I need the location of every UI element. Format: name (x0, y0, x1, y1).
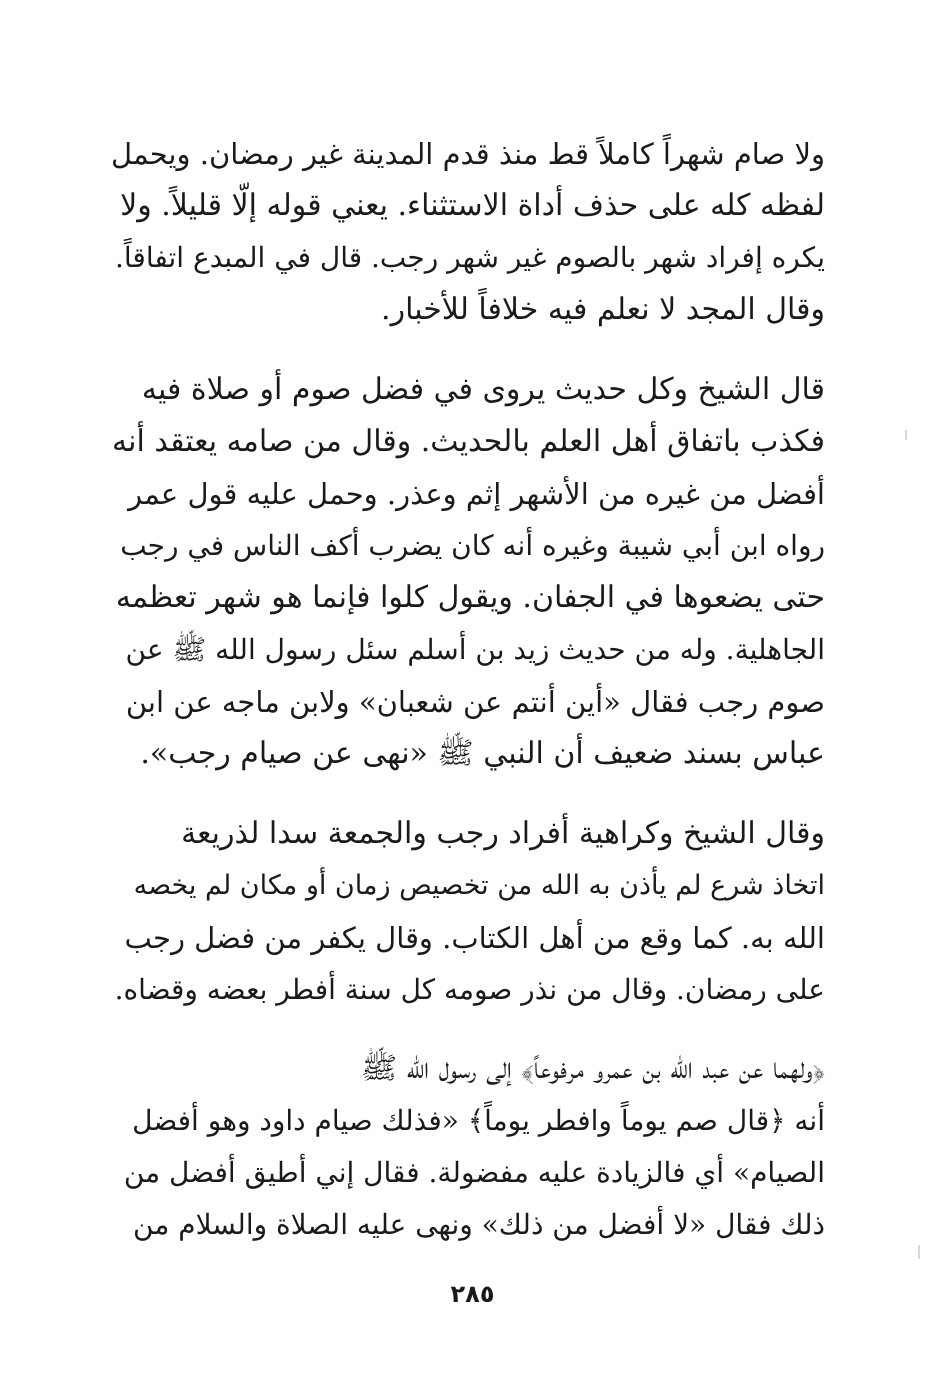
text-line: ﴿ولهما عن عبد الله بن عمرو مرفوعاً﴾ إلى رسول الله ﷺ (360, 1051, 825, 1086)
paragraph-1 (110, 128, 825, 336)
text-line: الصيام» أي فالزيادة عليه مفضولة. فقال إني أطيق أفضل من (123, 1156, 825, 1189)
text-line: ولا صام شهراً كاملاً قط منذ قدم المدينة غير رمضان. ويحمل (110, 137, 825, 171)
text-line: على رمضان. وقال من نذر صومه كل سنة أفطر بعضه وقضاه. (114, 973, 825, 1006)
page-number: ٢٨٥ (450, 1280, 495, 1308)
text-line: قال الشيخ وكل حديث يروى في فضل صوم أو صلاة فيه (141, 372, 825, 407)
text-line: أفضل من غيره من الأشهر إثم وعذر. وحمل عليه قول عمر (128, 477, 825, 511)
text-line: الله به. كما وقع من أهل الكتاب. وقال يكفر من فضل رجب (124, 921, 825, 955)
text-line: فكذب باتفاق أهل العلم بالحديث. وقال من صامه يعتقد أنه (112, 424, 825, 459)
paragraph-4 (110, 1043, 825, 1251)
text-line: وقال المجد لا نعلم فيه خلافاً للأخبار. (381, 292, 825, 327)
text-line: حتى يضعوها في الجفان. ويقول كلوا فإنما هو شهر تعظمه (115, 580, 825, 615)
text-line: الجاهلية. وله من حديث زيد بن أسلم سئل رسول الله ﷺ عن (125, 633, 825, 666)
text-line: اتخاذ شرع لم يأذن به الله من تخصيص زمان أو مكان لم يخصه (133, 870, 825, 901)
text-line: رواه ابن أبي شيبة وغيره أنه كان يضرب أكف الناس في رجب (120, 529, 825, 562)
text-line: يكره إفراد شهر بالصوم غير شهر رجب. قال في المبدع اتفاقاً. (115, 241, 825, 274)
text-line: صوم رجب فقال «أين أنتم عن شعبان» ولابن ماجه عن ابن (125, 685, 825, 719)
scan-margin-mark (905, 430, 907, 440)
scan-margin-mark (918, 1245, 920, 1259)
text-line: ذلك فقال «لا أفضل من ذلك» ونهى عليه الصلاة والسلام من (133, 1208, 825, 1241)
paragraph-2 (110, 364, 825, 780)
text-line: لفظه كله على حذف أداة الاستثناء. يعني قوله إلّا قليلاً. ولا (120, 188, 825, 223)
paragraph-3 (110, 808, 825, 1016)
text-line: وقال الشيخ وكراهية أفراد رجب والجمعة سدا لذريعة (181, 816, 825, 851)
text-line: عباس بسند ضعيف أن النبي ﷺ «نهى عن صيام رجب». (140, 736, 825, 771)
text-line: أنه ﴿قال صم يوماً وافطر يوماً﴾ «فذلك صيام داود وهو أفضل (132, 1104, 825, 1137)
